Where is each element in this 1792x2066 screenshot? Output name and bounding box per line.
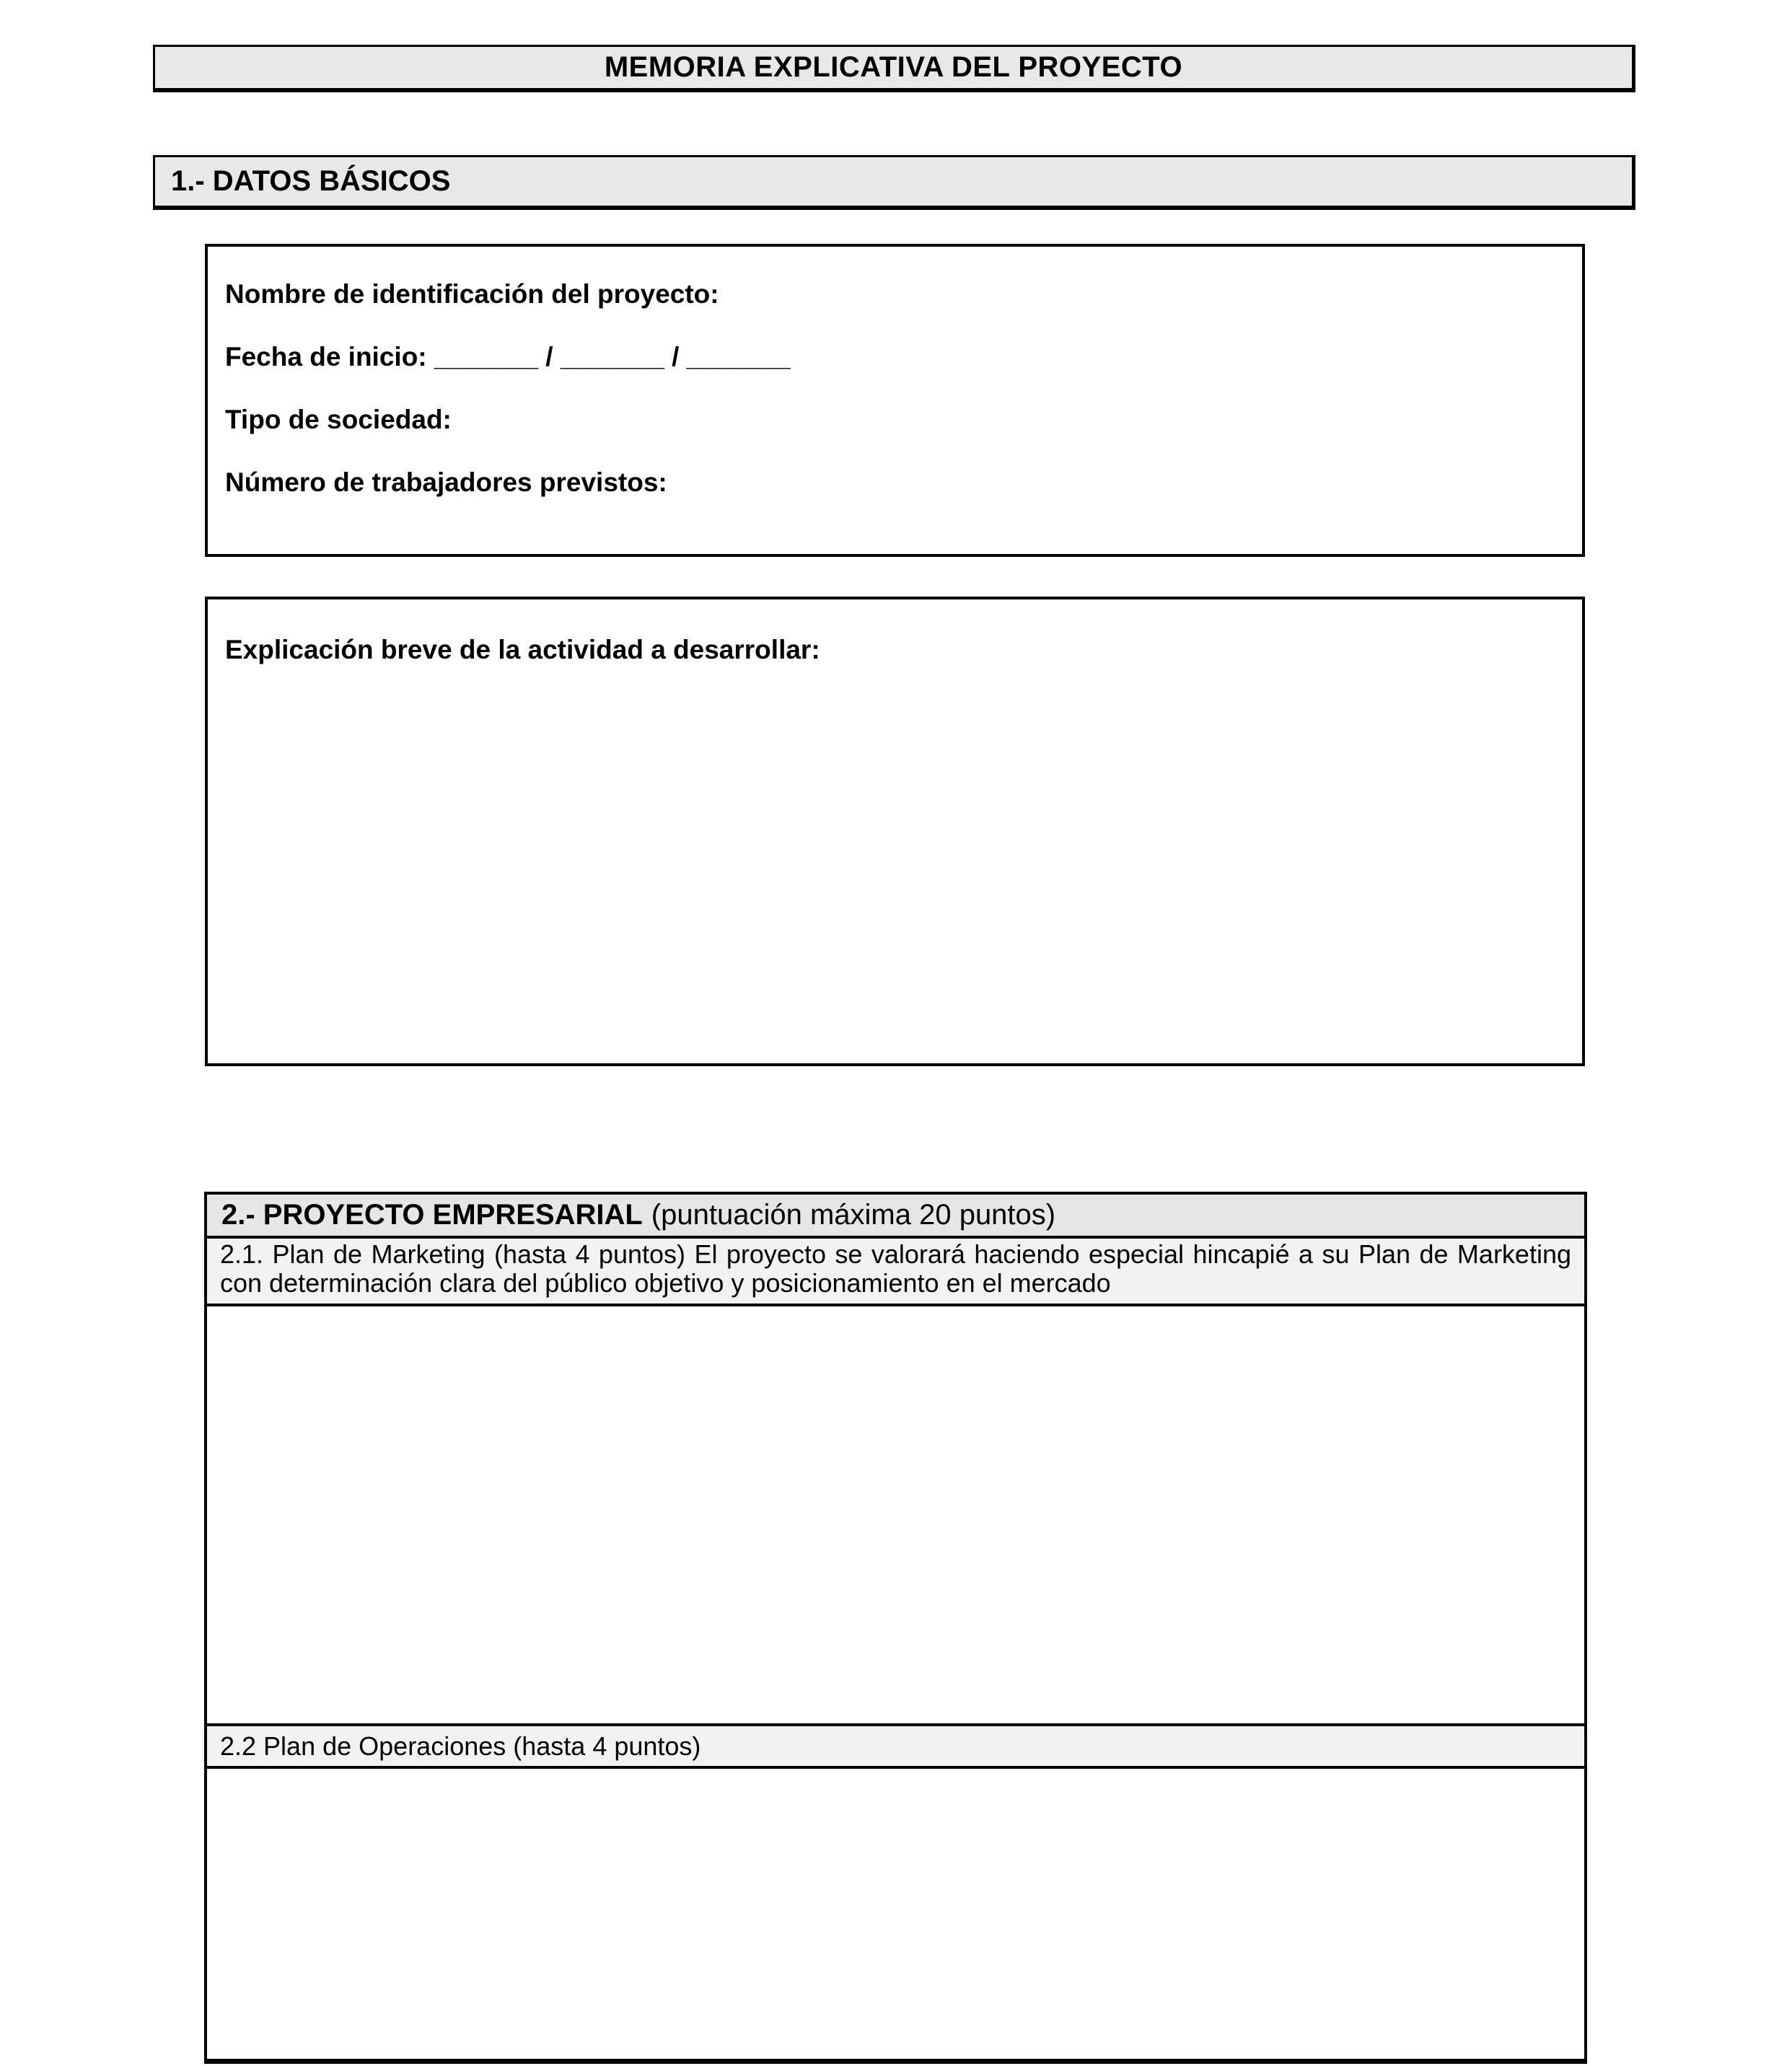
marketing-input-area[interactable]	[207, 1306, 1584, 1726]
activity-label: Explicación breve de la actividad a desarrollar:	[225, 635, 820, 664]
field-row-start-date	[225, 341, 1560, 373]
document-title: MEMORIA EXPLICATIVA DEL PROYECTO	[604, 51, 1183, 83]
operations-plan-row	[207, 1726, 1584, 1769]
section1-heading: 1.- DATOS BÁSICOS	[171, 165, 451, 197]
project-table	[204, 1192, 1587, 2064]
project-name-label: Nombre de identificación del proyecto:	[225, 279, 719, 309]
section2-heading-note: (puntuación máxima 20 puntos)	[651, 1199, 1056, 1231]
marketing-plan-row	[207, 1239, 1584, 1306]
field-row-workers	[225, 467, 1560, 498]
field-row-company-type	[225, 404, 1560, 436]
document-title-bar	[153, 45, 1635, 92]
activity-input-area[interactable]	[211, 679, 1579, 1060]
section2-heading: 2.- PROYECTO EMPRESARIAL	[221, 1199, 643, 1231]
company-type-label: Tipo de sociedad:	[225, 405, 452, 434]
operations-plan-label: 2.2 Plan de Operaciones (hasta 4 puntos)	[220, 1731, 701, 1761]
activity-box	[205, 597, 1585, 1066]
marketing-plan-label: 2.1. Plan de Marketing (hasta 4 puntos) El proyecto se valorará haciendo especial hincapié a su Plan de Marketing con determinación clara del público objetivo y posicionamiento en el mercado	[220, 1239, 1571, 1298]
operations-input-area[interactable]	[207, 1769, 1584, 2059]
section1-heading-bar	[153, 155, 1635, 210]
start-date-label: Fecha de inicio:	[225, 342, 427, 372]
basic-data-box	[205, 244, 1585, 557]
field-row-project-name	[225, 278, 1560, 310]
start-date-input[interactable]: _______ / _______ / _______	[434, 342, 791, 372]
workers-label: Número de trabajadores previstos:	[225, 467, 667, 497]
section2-heading-row	[207, 1195, 1584, 1239]
